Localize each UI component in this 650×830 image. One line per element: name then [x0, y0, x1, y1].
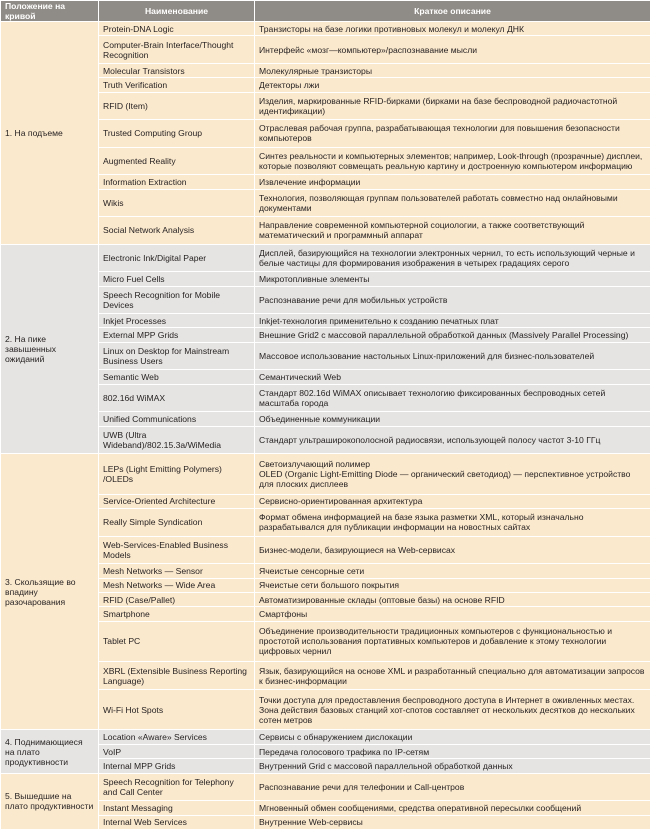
technology-name: Mesh Networks — Wide Area [99, 578, 255, 592]
technology-name: Micro Fuel Cells [99, 272, 255, 286]
technology-description: Извлечение информации [255, 175, 650, 189]
phase-label: 1. На подъеме [1, 22, 99, 245]
technology-description: Внешние Grid2 с массовой параллельной обработкой данных (Massively Parallel Processing) [255, 328, 650, 342]
technology-description: Объединенные коммуникации [255, 412, 650, 426]
table-row [1, 689, 650, 730]
technology-name: 802.16d WiMAX [99, 384, 255, 411]
technology-description: Точки доступа для предоставления беспроводного доступа в Интернет в оживленных местах. Зона действия базовых станций хот-спотов составляет от нескольких десятков до нескольких сотен метров [255, 689, 650, 730]
technology-name: RFID (Case/Pallet) [99, 592, 255, 606]
table-row [1, 426, 650, 454]
technology-name: Service-Oriented Architecture [99, 494, 255, 508]
technology-name: Tablet PC [99, 621, 255, 662]
technology-description: Inkjet-технология применительно к созданию печатных плат [255, 313, 650, 327]
table-row [1, 607, 650, 621]
technology-name: Really Simple Syndication [99, 509, 255, 537]
technology-name: Internal MPP Grids [99, 759, 255, 773]
table-row [1, 328, 650, 342]
technology-name: Information Extraction [99, 175, 255, 189]
technology-name: External MPP Grids [99, 328, 255, 342]
table-row [1, 744, 650, 758]
table-row [1, 175, 650, 189]
technology-name: Instant Messaging [99, 801, 255, 815]
table-row [1, 370, 650, 384]
technology-description: Распознавание речи для телефонии и Call-центров [255, 773, 650, 801]
technology-name: Computer-Brain Interface/Thought Recognition [99, 36, 255, 64]
technology-description: Стандарт ультраширокополосной радиосвязи, использующей полосу частот 3-10 ГГц [255, 426, 650, 454]
header-position: Положение на кривой [1, 1, 99, 22]
table-row [1, 621, 650, 662]
technology-description: Направление современной компьютерной социологии, а также соответствующий математический и программный аппарат [255, 217, 650, 245]
table-row [1, 662, 650, 690]
technology-description: Внутренний Grid с массовой параллельной обработкой данных [255, 759, 650, 773]
technology-description: Мгновенный обмен сообщениями, средства оперативной пересылки сообщений [255, 801, 650, 815]
phase-label: 3. Скользящие во впадину разочарования [1, 454, 99, 730]
technology-name: Web-Services-Enabled Business Models [99, 536, 255, 564]
table-row [1, 217, 650, 245]
table-row [1, 730, 650, 744]
technology-description: Автоматизированные склады (оптовые базы) на основе RFID [255, 592, 650, 606]
technology-description: Распознавание речи для мобильных устройств [255, 286, 650, 313]
technology-name: LEPs (Light Emitting Polymers) /OLEDs [99, 454, 255, 495]
technology-name: Internal Web Services [99, 815, 255, 829]
table-row [1, 578, 650, 592]
technology-description: Формат обмена информацией на базе языка разметки XML, который изначально разрабатывался для публикации информации на новостных сайтах [255, 509, 650, 537]
technology-name: Wikis [99, 189, 255, 217]
technology-description: Стандарт 802.16d WiMAX описывает технологию фиксированных беспроводных сетей масштаба города [255, 384, 650, 411]
technology-name: Mesh Networks — Sensor [99, 564, 255, 578]
technology-name: Smartphone [99, 607, 255, 621]
technology-description: Изделия, маркированные RFID-бирками (бирками на базе беспроводной радиочастотной идентификации) [255, 92, 650, 120]
table-row [1, 564, 650, 578]
table-row [1, 78, 650, 92]
technology-description: Ячеистые сенсорные сети [255, 564, 650, 578]
technology-name: Wi-Fi Hot Spots [99, 689, 255, 730]
technology-name: Location «Aware» Services [99, 730, 255, 744]
table-row [1, 592, 650, 606]
technology-name: Trusted Computing Group [99, 120, 255, 148]
table-row [1, 272, 650, 286]
technology-description: Интерфейс «мозг—компьютер»/распознавание мысли [255, 36, 650, 64]
technology-description: Дисплей, базирующийся на технологии электронных чернил, то есть использующий черные и белые частицы для формирования изображения в четырех градациях серого [255, 244, 650, 271]
technology-description: Массовое использование настольных Linux-приложений для бизнес-пользователей [255, 342, 650, 369]
table-row [1, 147, 650, 175]
phase-label: 5. Вышедшие на плато продуктивности [1, 773, 99, 829]
technology-description: Объединение производительности традиционных компьютеров с функциональностью и простотой использования портативных компьютеров и добавление к этому технологии цифровых чернил [255, 621, 650, 662]
technology-name: Truth Verification [99, 78, 255, 92]
technology-name: Social Network Analysis [99, 217, 255, 245]
technology-description: Семантический Web [255, 370, 650, 384]
table-row [1, 286, 650, 313]
technology-name: RFID (Item) [99, 92, 255, 120]
technology-description: Синтез реальности и компьютерных элементов; например, Look-through (прозрачные) дисплеи, которые позволяют совмещать реальную картину и достроенную компьютером информацию [255, 147, 650, 175]
technology-name: XBRL (Extensible Business Reporting Language) [99, 662, 255, 690]
technology-name: UWB (Ultra Wideband)/802.15.3a/WiMedia [99, 426, 255, 454]
phase-group-5 [1, 773, 650, 829]
table-row [1, 313, 650, 327]
technology-name: Speech Recognition for Telephony and Call Center [99, 773, 255, 801]
technology-name: Semantic Web [99, 370, 255, 384]
table-row [1, 759, 650, 773]
table-row [1, 494, 650, 508]
technology-name: Electronic Ink/Digital Paper [99, 244, 255, 271]
table-row [1, 815, 650, 829]
table-header-row [1, 1, 650, 22]
table-row [1, 342, 650, 369]
technology-name: Protein-DNA Logic [99, 22, 255, 36]
technology-description: Внутренние Web-сервисы [255, 815, 650, 829]
header-name: Наименование [99, 1, 255, 22]
phase-group-2 [1, 244, 650, 454]
technology-name: Speech Recognition for Mobile Devices [99, 286, 255, 313]
table-row [1, 536, 650, 564]
table-row [1, 36, 650, 64]
technology-description: Отраслевая рабочая группа, разрабатывающая технологии для повышения безопасности компьютеров [255, 120, 650, 148]
technology-description: Молекулярные транзисторы [255, 63, 650, 77]
table-row [1, 509, 650, 537]
phase-label: 4. Поднимающиеся на плато продуктивности [1, 730, 99, 773]
phase-label: 2. На пике завышенных ожиданий [1, 244, 99, 454]
table-row [1, 801, 650, 815]
table-row [1, 92, 650, 120]
technology-description: Сервисы с обнаружением дислокации [255, 730, 650, 744]
technology-description: Технология, позволяющая группам пользователей работать совместно над онлайновыми документами [255, 189, 650, 217]
table-row [1, 412, 650, 426]
table-row [1, 189, 650, 217]
table-row [1, 63, 650, 77]
technology-name: Unified Communications [99, 412, 255, 426]
technology-description: Микротопливные элементы [255, 272, 650, 286]
phase-group-4 [1, 730, 650, 773]
technology-description: Ячеистые сети большого покрытия [255, 578, 650, 592]
table-row [1, 244, 650, 271]
technology-description: Бизнес-модели, базирующиеся на Web-сервисах [255, 536, 650, 564]
technology-description: Транзисторы на базе логики противновых молекул и молекул ДНК [255, 22, 650, 36]
table-row [1, 22, 650, 36]
technology-description: Детекторы лжи [255, 78, 650, 92]
technology-description: Смартфоны [255, 607, 650, 621]
technology-name: VoIP [99, 744, 255, 758]
technology-description: Сервисно-ориентированная архитектура [255, 494, 650, 508]
technology-description: Светоизлучающий полимер OLED (Organic Light-Emitting Diode — органический светодиод) — перспективное устройство для плоских дисплеев [255, 454, 650, 495]
table-row [1, 773, 650, 801]
table-row [1, 384, 650, 411]
technology-name: Linux on Desktop for Mainstream Business Users [99, 342, 255, 369]
technology-description: Передача голосового трафика по IP-сетям [255, 744, 650, 758]
phase-group-3 [1, 454, 650, 730]
technology-name: Augmented Reality [99, 147, 255, 175]
phase-group-1 [1, 22, 650, 245]
header-description: Краткое описание [255, 1, 650, 22]
technology-description: Язык, базирующийся на основе XML и разработанный специально для автоматизации запросов к бизнес-информации [255, 662, 650, 690]
table-row [1, 454, 650, 495]
technology-name: Inkjet Processes [99, 313, 255, 327]
table-row [1, 120, 650, 148]
technology-name: Molecular Transistors [99, 63, 255, 77]
